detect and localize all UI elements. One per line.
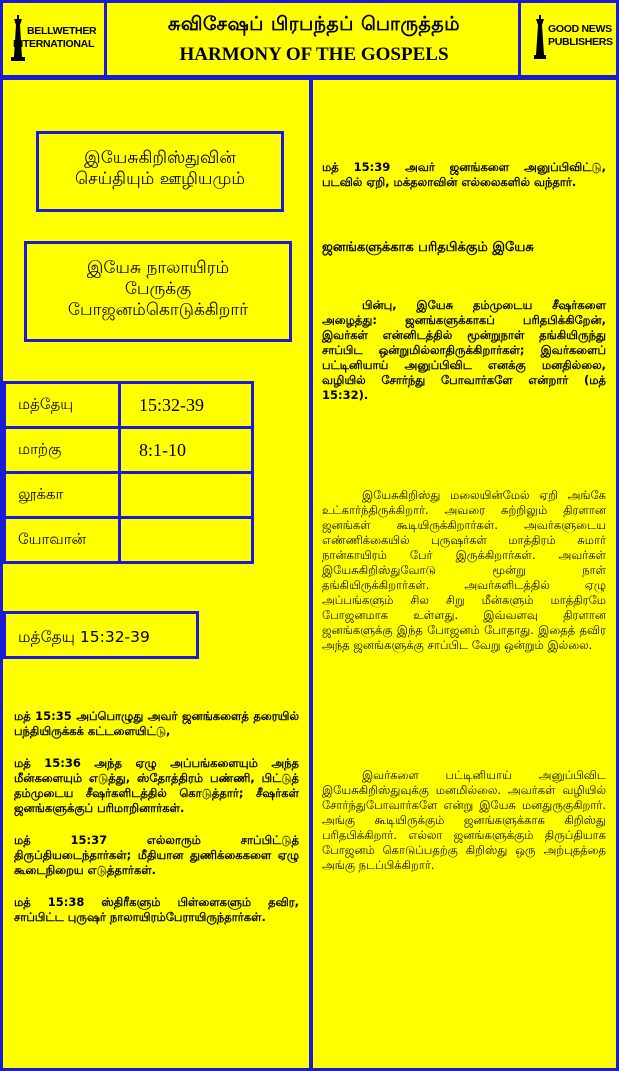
commentary-para3 (322, 768, 606, 873)
reference-verses (120, 473, 253, 518)
logo-line2: INTERNATIONAL (13, 38, 95, 50)
references-table (3, 381, 254, 564)
commentary-para2 (322, 488, 606, 653)
reference-row (5, 518, 253, 563)
event-title-box (24, 241, 292, 342)
section-title-line2: செய்தியும் ஊழியமும் (74, 169, 246, 189)
verse-text: மத் 15:37 எல்லாரும் சாப்பிட்டுத் திருப்தியடைந்தார்கள்; மீதியான துணிக்கைகளை ஏழு கூடைநிறைய எடுத்தார்கள். (14, 833, 299, 877)
reference-row (5, 383, 253, 428)
good-news-logo (518, 3, 616, 75)
reference-book: லூக்கா (5, 473, 120, 518)
commentary-text: பின்பு, இயேசு தம்முடைய சீஷர்களை அழைத்து: ஜனங்களுக்காகப் பரிதபிக்கிறேன், இவர்கள் என்னிடத்தில் மூன்றுநாள் தங்கியிருந்து சாப்பிட ஒன்றுமில்லாதிருக்கிறார்கள்; இவர்களைப் பட்டினியாய் அனுப்பிவிட எனக்கு மனதில்லை, வழியில் சோர்ந்து போவார்களே என்றார் (மத் 15:32). (322, 298, 606, 402)
column-divider (309, 80, 313, 1068)
commentary-heading (322, 239, 606, 256)
verse-text: மத் 15:36 அந்த ஏழு அப்பங்களையும் அந்த மீன்களையும் எடுத்து, ஸ்தோத்திரம் பண்ணி, பிட்டுத் தம்முடைய சீஷர்களிடத்தில் கொடுத்தார்; சீஷர்கள் ஜனங்களுக்குப் பரிமாறினார்கள். (14, 756, 299, 815)
bellwether-logo (3, 3, 107, 75)
good-news-logo-text (548, 23, 613, 49)
event-title-line3: போஜனம்கொடுக்கிறார் (67, 300, 249, 320)
lighthouse-icon (534, 15, 546, 59)
event-title-line1: இயேசு நாலாயிரம் (86, 258, 230, 278)
reference-verses (120, 518, 253, 563)
commentary-text: இயேசுகிறிஸ்து மலையின்மேல் ஏறி அங்கே உட்கார்ந்திருக்கிறார். அவரை சுற்றிலும் திரளான ஜனங்கள் கூடியிருக்கிறார்கள். அவர்களுடைய எண்ணிக்கையில் புருஷர்கள் மாத்திரம் சுமார் நான்காயிரம் பேர் இருக்கிறார்கள். அவர்கள் இயேசுகிறிஸ்துவோடு மூன்று நாள் தங்கியிருக்கிறார்கள். அவர்களிடத்தில் ஏழு அப்பங்களும் சில சிறு மீன்களும் மாத்திரமே போஜனமாக உள்ளது. இவ்வளவு திரளான ஜனங்களுக்கு இந்த போஜனம் போதாது. இதைத் தவிர அந்த ஜனங்களுக்கு சாப்பிட வேறு ஒன்றும் இல்லை. (322, 488, 606, 652)
event-title-line2: பேருக்கு (124, 279, 192, 299)
bellwether-logo-text (13, 25, 97, 51)
logo-line2: PUBLISHERS (548, 36, 613, 48)
commentary-heading-text: ஜனங்களுக்காக பரிதபிக்கும் இயேசு (322, 240, 534, 255)
verse-text: மத் 15:38 ஸ்திரீகளும் பிள்ளைகளும் தவிர, சாப்பிட்ட புருஷர் நாலாயிரம்பேராயிருந்தார்கள். (14, 895, 299, 924)
logo-line1: BELLWETHER (27, 25, 97, 37)
commentary-text: இவர்களை பட்டினியாய் அனுப்பிவிட இயேசுகிறிஸ்துவுக்கு மனமில்லை. அவர்கள் வழியில் சோர்ந்துபோவார்களே என்று இயேசு மனதுருகுகிறார். அங்கு கூடியிருக்கும் ஜனங்களுக்காக கிறிஸ்து பரிதபிக்கிறார். எல்லா ஜனங்களுக்கும் திருப்தியாக போஜனம் கொடுப்பதற்கு கிறிஸ்து ஒரு அற்புதத்தை அங்கு நடப்பிக்கிறார். (322, 768, 606, 872)
reference-book: யோவான் (5, 518, 120, 563)
reference-book: மாற்கு (5, 428, 120, 473)
title-english: HARMONY OF THE GOSPELS (179, 44, 449, 65)
header-title (110, 3, 518, 75)
verse-text: மத் 15:35 அப்பொழுது அவர் ஜனங்களைத் தரையில் பந்தியிருக்கக் கட்டளையிட்டு, (14, 709, 299, 738)
left-verses (14, 709, 299, 942)
logo-line1: GOOD NEWS (548, 23, 612, 35)
reference-row (5, 428, 253, 473)
reference-verses: 8:1-10 (120, 428, 253, 473)
right-verse-block (322, 160, 606, 190)
section-title-box (36, 131, 284, 212)
verse-text: மத் 15:39 அவர் ஜனங்களை அனுப்பிவிட்டு, படவில் ஏறி, மக்தலாவின் எல்லைகளில் வந்தார். (322, 160, 606, 189)
section-title-line1: இயேசுகிறிஸ்துவின் (84, 148, 236, 168)
reference-row (5, 473, 253, 518)
passage-heading: மத்தேயு 15:32-39 (18, 628, 150, 646)
commentary-para1 (322, 298, 606, 403)
reference-book: மத்தேயு (5, 383, 120, 428)
title-tamil: சுவிசேஷப் பிரபந்தப் பொருத்தம் (167, 13, 461, 35)
passage-heading-box (3, 611, 199, 659)
reference-verses: 15:32-39 (120, 383, 253, 428)
